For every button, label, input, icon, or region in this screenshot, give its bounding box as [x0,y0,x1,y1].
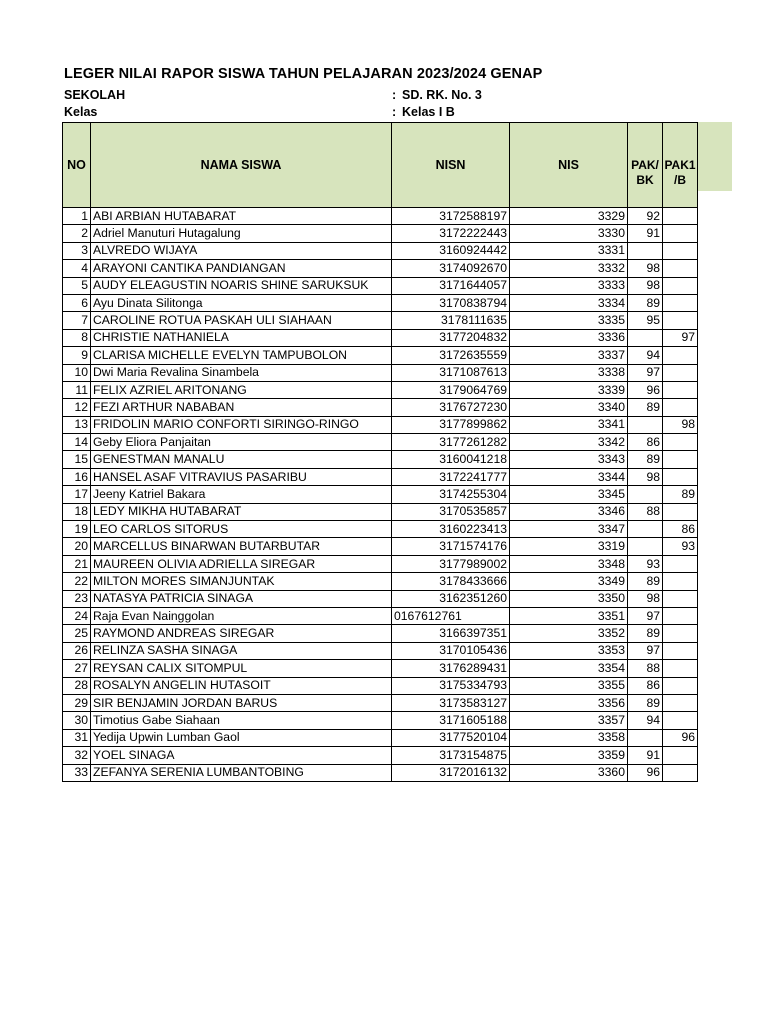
table-row [63,573,698,590]
cell-nisn: 3173154875 [392,747,510,764]
table-row [63,538,698,555]
cell-nama-siswa: Adriel Manuturi Hutagalung [91,225,392,242]
cell-no: 12 [63,399,91,416]
table-row [63,607,698,624]
cell-pak1-b [663,434,698,451]
cell-nisn: 3174092670 [392,260,510,277]
cell-nis: 3344 [510,468,628,485]
cell-pak-bk: 89 [628,399,663,416]
header-pak1-b-line2: /B [674,173,686,187]
table-row [63,694,698,711]
cell-no: 20 [63,538,91,555]
cell-nama-siswa: Jeeny Katriel Bakara [91,486,392,503]
cell-no: 2 [63,225,91,242]
cell-pak-bk [628,521,663,538]
cell-pak-bk [628,486,663,503]
cell-pak1-b: 98 [663,416,698,433]
cell-nis: 3342 [510,434,628,451]
cell-nis: 3330 [510,225,628,242]
table-row [63,225,698,242]
cell-nis: 3352 [510,625,628,642]
cell-nis: 3331 [510,242,628,259]
cell-nama-siswa: Raja Evan Nainggolan [91,607,392,624]
cell-nama-siswa: YOEL SINAGA [91,747,392,764]
cell-nama-siswa: FELIX AZRIEL ARITONANG [91,381,392,398]
cell-no: 26 [63,642,91,659]
cell-nisn: 3177899862 [392,416,510,433]
cell-nis: 3348 [510,555,628,572]
cell-nama-siswa: CAROLINE ROTUA PASKAH ULI SIAHAAN [91,312,392,329]
cell-nis: 3349 [510,573,628,590]
cell-nis: 3353 [510,642,628,659]
cell-pak-bk: 91 [628,225,663,242]
cell-pak-bk: 89 [628,625,663,642]
cell-no: 23 [63,590,91,607]
cell-nama-siswa: ARAYONI CANTIKA PANDIANGAN [91,260,392,277]
cell-no: 24 [63,607,91,624]
cell-pak-bk: 96 [628,381,663,398]
cell-pak1-b [663,503,698,520]
table-row [63,381,698,398]
cell-nama-siswa: HANSEL ASAF VITRAVIUS PASARIBU [91,468,392,485]
cell-nis: 3343 [510,451,628,468]
cell-pak-bk [628,729,663,746]
cell-nama-siswa: MARCELLUS BINARWAN BUTARBUTAR [91,538,392,555]
cell-nis: 3357 [510,712,628,729]
header-nis: NIS [510,123,628,208]
cell-no: 13 [63,416,91,433]
cell-nama-siswa: Yedija Upwin Lumban Gaol [91,729,392,746]
cell-nisn: 3171644057 [392,277,510,294]
table-row [63,642,698,659]
cell-pak-bk: 98 [628,277,663,294]
cell-pak1-b [663,468,698,485]
cell-nama-siswa: CHRISTIE NATHANIELA [91,329,392,346]
cell-nisn: 3177261282 [392,434,510,451]
cell-nisn: 3160924442 [392,242,510,259]
table-row [63,329,698,346]
cell-nisn: 3178433666 [392,573,510,590]
cell-pak-bk [628,329,663,346]
cell-nisn: 3172588197 [392,208,510,225]
table-row [63,590,698,607]
cell-pak1-b [663,347,698,364]
cell-pak1-b: 97 [663,329,698,346]
cell-pak-bk: 98 [628,260,663,277]
cell-nis: 3334 [510,294,628,311]
cell-pak-bk: 94 [628,712,663,729]
header-extra-fill [697,122,732,191]
cell-pak1-b [663,399,698,416]
table-row [63,416,698,433]
cell-pak-bk: 89 [628,694,663,711]
header-pak-bk [628,123,663,208]
table-row [63,294,698,311]
cell-nis: 3319 [510,538,628,555]
cell-nis: 3351 [510,607,628,624]
cell-nis: 3360 [510,764,628,781]
cell-no: 25 [63,625,91,642]
table-row [63,451,698,468]
cell-pak1-b [663,364,698,381]
cell-pak-bk: 97 [628,364,663,381]
cell-nisn: 3177520104 [392,729,510,746]
cell-nis: 3336 [510,329,628,346]
cell-pak-bk: 88 [628,503,663,520]
cell-pak1-b [663,712,698,729]
header-nisn: NISN [392,123,510,208]
cell-nis: 3345 [510,486,628,503]
header-pak-bk-line2: BK [636,173,654,187]
cell-nama-siswa: MILTON MORES SIMANJUNTAK [91,573,392,590]
cell-nama-siswa: CLARISA MICHELLE EVELYN TAMPUBOLON [91,347,392,364]
cell-nisn: 3175334793 [392,677,510,694]
table-row [63,486,698,503]
cell-pak-bk [628,416,663,433]
cell-pak-bk: 97 [628,607,663,624]
cell-nama-siswa: LEDY MIKHA HUTABARAT [91,503,392,520]
cell-nis: 3332 [510,260,628,277]
cell-no: 7 [63,312,91,329]
cell-pak-bk: 86 [628,434,663,451]
cell-pak-bk [628,242,663,259]
cell-nis: 3339 [510,381,628,398]
cell-nama-siswa: ROSALYN ANGELIN HUTASOIT [91,677,392,694]
cell-nama-siswa: RELINZA SASHA SINAGA [91,642,392,659]
cell-pak-bk: 98 [628,468,663,485]
cell-pak1-b [663,208,698,225]
header-pak1-b-line1: PAK1 [664,158,696,172]
cell-nis: 3358 [510,729,628,746]
cell-pak-bk: 97 [628,642,663,659]
cell-nis: 3355 [510,677,628,694]
cell-pak-bk: 95 [628,312,663,329]
cell-pak1-b [663,590,698,607]
cell-pak1-b [663,312,698,329]
cell-pak-bk: 98 [628,590,663,607]
cell-nama-siswa: AUDY ELEAGUSTIN NOARIS SHINE SARUKSUK [91,277,392,294]
cell-no: 10 [63,364,91,381]
cell-pak1-b [663,625,698,642]
table-row [63,347,698,364]
cell-nisn: 3171574176 [392,538,510,555]
table-row [63,260,698,277]
cell-nisn: 3178111635 [392,312,510,329]
cell-nisn: 3172016132 [392,764,510,781]
cell-no: 30 [63,712,91,729]
cell-no: 32 [63,747,91,764]
cell-nama-siswa: Ayu Dinata Silitonga [91,294,392,311]
cell-nama-siswa: ALVREDO WIJAYA [91,242,392,259]
cell-pak1-b [663,677,698,694]
cell-no: 28 [63,677,91,694]
cell-nisn: 3172635559 [392,347,510,364]
sekolah-value: SD. RK. No. 3 [402,88,482,102]
cell-no: 21 [63,555,91,572]
cell-nama-siswa: RAYMOND ANDREAS SIREGAR [91,625,392,642]
cell-nama-siswa: Dwi Maria Revalina Sinambela [91,364,392,381]
cell-nisn: 3162351260 [392,590,510,607]
cell-nis: 3354 [510,660,628,677]
cell-no: 22 [63,573,91,590]
cell-no: 8 [63,329,91,346]
table-row [63,555,698,572]
table-row [63,747,698,764]
kelas-colon: : [392,105,397,119]
cell-no: 16 [63,468,91,485]
cell-no: 3 [63,242,91,259]
cell-nama-siswa: MAUREEN OLIVIA ADRIELLA SIREGAR [91,555,392,572]
cell-pak1-b [663,747,698,764]
cell-no: 18 [63,503,91,520]
cell-nama-siswa: REYSAN CALIX SITOMPUL [91,660,392,677]
cell-nisn: 3171605188 [392,712,510,729]
cell-nisn: 3166397351 [392,625,510,642]
cell-pak-bk: 86 [628,677,663,694]
header-no: NO [63,123,91,208]
cell-pak1-b [663,260,698,277]
table-row [63,242,698,259]
cell-nama-siswa: SIR BENJAMIN JORDAN BARUS [91,694,392,711]
cell-nisn: 3170838794 [392,294,510,311]
cell-pak-bk: 96 [628,764,663,781]
cell-no: 5 [63,277,91,294]
cell-no: 15 [63,451,91,468]
header-pak1-b [663,123,698,208]
cell-pak-bk: 93 [628,555,663,572]
cell-pak1-b [663,660,698,677]
cell-pak-bk: 89 [628,451,663,468]
table-row [63,677,698,694]
cell-nama-siswa: FRIDOLIN MARIO CONFORTI SIRINGO-RINGO [91,416,392,433]
cell-no: 9 [63,347,91,364]
cell-pak1-b [663,451,698,468]
cell-pak-bk: 89 [628,294,663,311]
cell-no: 11 [63,381,91,398]
cell-nisn: 3177204832 [392,329,510,346]
cell-no: 31 [63,729,91,746]
cell-pak1-b: 89 [663,486,698,503]
cell-pak-bk: 88 [628,660,663,677]
cell-nama-siswa: FEZI ARTHUR NABABAN [91,399,392,416]
cell-nis: 3341 [510,416,628,433]
cell-nama-siswa: GENESTMAN MANALU [91,451,392,468]
cell-nis: 3359 [510,747,628,764]
cell-pak-bk [628,538,663,555]
cell-pak-bk: 94 [628,347,663,364]
cell-pak1-b [663,225,698,242]
cell-pak-bk: 91 [628,747,663,764]
cell-nisn: 3170535857 [392,503,510,520]
sekolah-colon: : [392,88,397,102]
cell-pak1-b [663,294,698,311]
header-nama-siswa: NAMA SISWA [91,123,392,208]
cell-nis: 3346 [510,503,628,520]
cell-pak1-b: 96 [663,729,698,746]
cell-pak1-b [663,764,698,781]
page-title: LEGER NILAI RAPOR SISWA TAHUN PELAJARAN 2023/2024 GENAP [64,66,543,82]
cell-nisn: 3170105436 [392,642,510,659]
cell-nisn: 3173583127 [392,694,510,711]
cell-nis: 3333 [510,277,628,294]
cell-pak1-b [663,607,698,624]
cell-nis: 3335 [510,312,628,329]
cell-no: 29 [63,694,91,711]
cell-no: 6 [63,294,91,311]
cell-nisn: 3172222443 [392,225,510,242]
cell-nisn: 3177989002 [392,555,510,572]
table-row [63,468,698,485]
cell-pak1-b [663,277,698,294]
table-header-row [63,123,698,208]
cell-nama-siswa: NATASYA PATRICIA SINAGA [91,590,392,607]
cell-nisn: 3176289431 [392,660,510,677]
table-row [63,625,698,642]
cell-nis: 3337 [510,347,628,364]
sekolah-label: SEKOLAH [64,88,126,102]
cell-nisn: 3171087613 [392,364,510,381]
cell-nisn: 3179064769 [392,381,510,398]
cell-nis: 3350 [510,590,628,607]
cell-nama-siswa: Timotius Gabe Siahaan [91,712,392,729]
cell-pak-bk: 89 [628,573,663,590]
table-row [63,364,698,381]
cell-no: 1 [63,208,91,225]
cell-no: 19 [63,521,91,538]
header-pak-bk-line1: PAK/ [631,158,659,172]
kelas-label: Kelas [64,105,98,119]
table-row [63,712,698,729]
table-row [63,764,698,781]
table-row [63,503,698,520]
table-row [63,729,698,746]
cell-pak1-b [663,694,698,711]
cell-nisn: 3174255304 [392,486,510,503]
cell-no: 27 [63,660,91,677]
cell-nama-siswa: ABI ARBIAN HUTABARAT [91,208,392,225]
table-row [63,660,698,677]
grade-ledger-table [62,122,698,782]
cell-no: 14 [63,434,91,451]
cell-pak1-b [663,242,698,259]
cell-pak1-b [663,642,698,659]
kelas-value: Kelas I B [402,105,455,119]
cell-nama-siswa: LEO CARLOS SITORUS [91,521,392,538]
cell-nis: 3340 [510,399,628,416]
table-row [63,312,698,329]
cell-nisn: 3172241777 [392,468,510,485]
cell-nis: 3347 [510,521,628,538]
cell-no: 17 [63,486,91,503]
cell-pak1-b: 93 [663,538,698,555]
cell-pak-bk: 92 [628,208,663,225]
cell-nis: 3329 [510,208,628,225]
cell-nisn: 3160041218 [392,451,510,468]
table-row [63,434,698,451]
cell-nis: 3356 [510,694,628,711]
cell-no: 4 [63,260,91,277]
cell-nama-siswa: ZEFANYA SERENIA LUMBANTOBING [91,764,392,781]
cell-nama-siswa: Geby Eliora Panjaitan [91,434,392,451]
cell-no: 33 [63,764,91,781]
table-row [63,277,698,294]
cell-nisn: 3176727230 [392,399,510,416]
cell-nisn: 0167612761 [392,607,510,624]
cell-nis: 3338 [510,364,628,381]
cell-pak1-b: 86 [663,521,698,538]
table-row [63,521,698,538]
table-row [63,399,698,416]
cell-pak1-b [663,555,698,572]
table-row [63,208,698,225]
cell-nisn: 3160223413 [392,521,510,538]
cell-pak1-b [663,573,698,590]
cell-pak1-b [663,381,698,398]
